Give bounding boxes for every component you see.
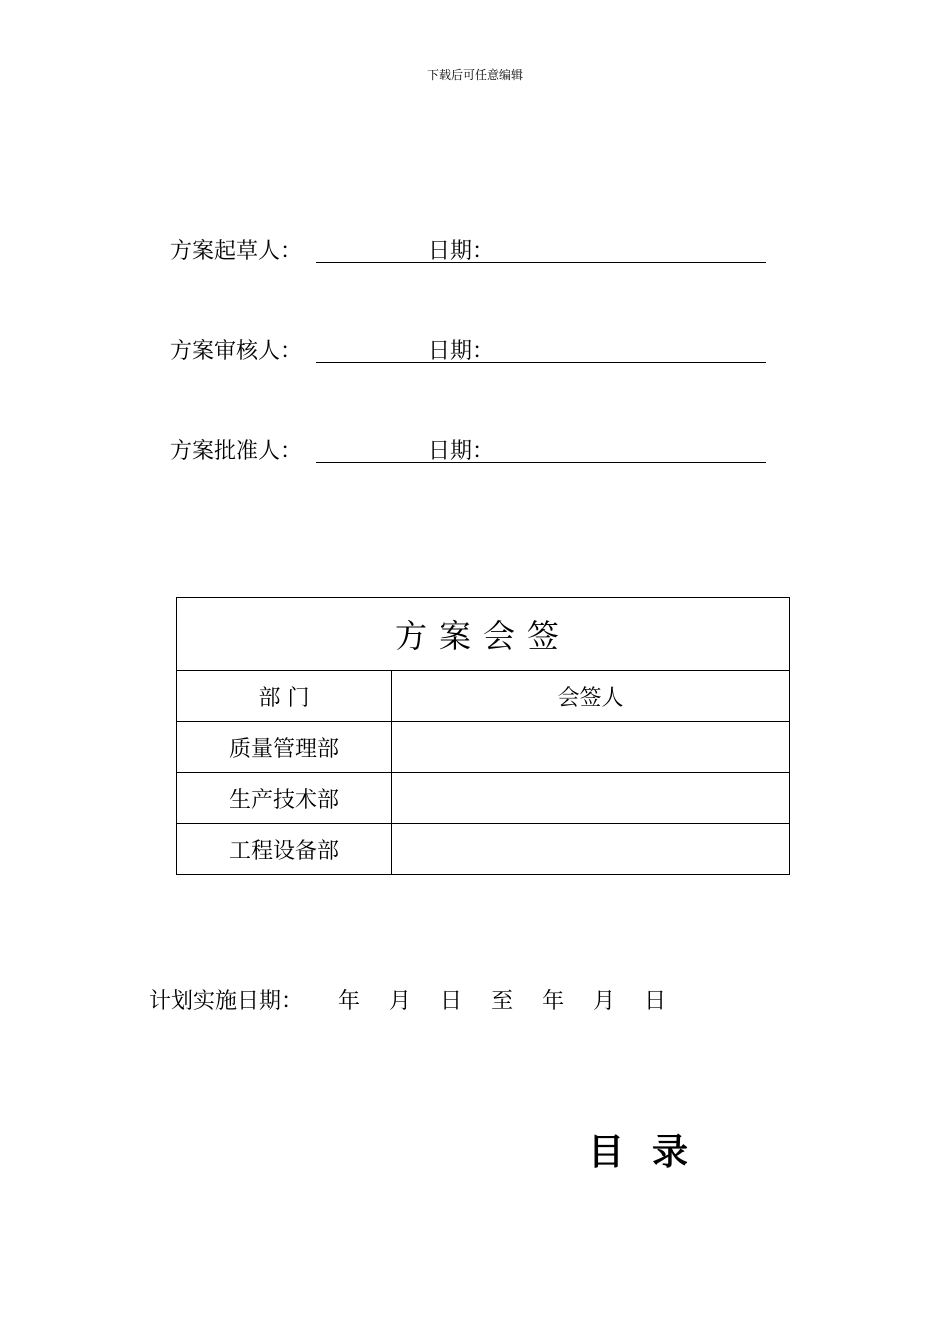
- drafter-date-label: 日期：: [428, 239, 495, 264]
- table-row: [177, 773, 790, 824]
- toc-title: 目录: [588, 1132, 717, 1173]
- drafter-label: 方案起草人：: [170, 239, 303, 264]
- plan-date-month-end: 月: [593, 989, 616, 1014]
- signer-cell[interactable]: [392, 824, 790, 875]
- plan-date-day-end: 日: [644, 989, 667, 1014]
- plan-date-to: 至: [491, 989, 514, 1014]
- column-header-department: 部 门: [177, 671, 392, 722]
- reviewer-date-label: 日期：: [428, 339, 495, 364]
- table-row: [177, 824, 790, 875]
- department-cell: 工程设备部: [177, 824, 392, 875]
- approver-label: 方案批准人：: [170, 439, 303, 464]
- signer-cell[interactable]: [392, 773, 790, 824]
- table-row: [177, 722, 790, 773]
- plan-date-year-start: 年: [338, 989, 361, 1014]
- plan-date-line: [149, 984, 688, 1015]
- drafter-date-line[interactable]: [590, 234, 766, 263]
- countersign-table: [176, 597, 790, 875]
- approver-date-line[interactable]: [590, 434, 766, 463]
- reviewer-label: 方案审核人：: [170, 339, 303, 364]
- plan-date-year-end: 年: [542, 989, 565, 1014]
- approver-date-label: 日期：: [428, 439, 495, 464]
- header-note: 下载后可任意编辑: [426, 68, 523, 82]
- reviewer-date-line[interactable]: [590, 334, 766, 363]
- signer-cell[interactable]: [392, 722, 790, 773]
- department-cell: 质量管理部: [177, 722, 392, 773]
- countersign-title: 方案会签: [177, 598, 790, 671]
- plan-date-label: 计划实施日期：: [149, 989, 304, 1014]
- plan-date-month-start: 月: [389, 989, 412, 1014]
- column-header-signer: 会签人: [392, 671, 790, 722]
- plan-date-day-start: 日: [440, 989, 463, 1014]
- department-cell: 生产技术部: [177, 773, 392, 824]
